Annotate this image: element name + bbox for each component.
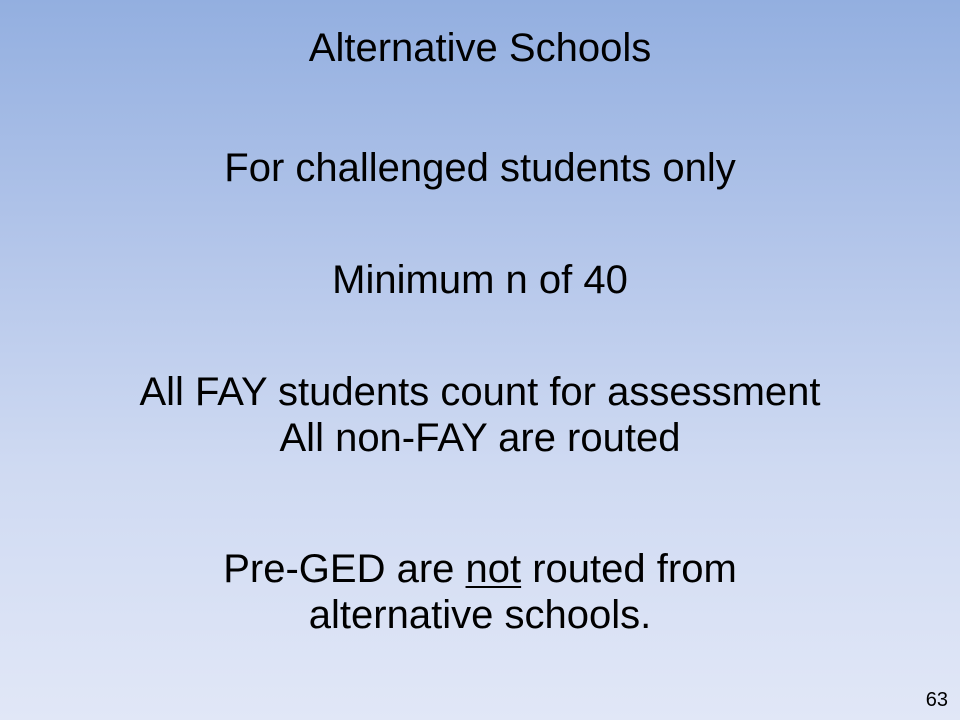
pre-ged-text-before: Pre-GED are <box>223 547 466 591</box>
pre-ged-emphasis-not: not <box>465 547 522 591</box>
page-number: 63 <box>925 689 948 711</box>
slide-pre-ged-block <box>0 546 960 638</box>
slide-line-non-fay: All non-FAY are routed <box>279 416 681 460</box>
slide-fay-block <box>0 369 960 461</box>
slide-line-fay-students: All FAY students count for assessment <box>139 370 821 414</box>
slide-line-challenged-students: For challenged students only <box>224 146 736 190</box>
slide-line-minimum-n: Minimum n of 40 <box>332 258 628 302</box>
pre-ged-text-after: routed from <box>521 547 737 591</box>
slide-line-alternative-schools: alternative schools. <box>308 593 652 637</box>
slide-line-pre-ged <box>0 546 960 592</box>
slide-title: Alternative Schools <box>308 26 652 70</box>
